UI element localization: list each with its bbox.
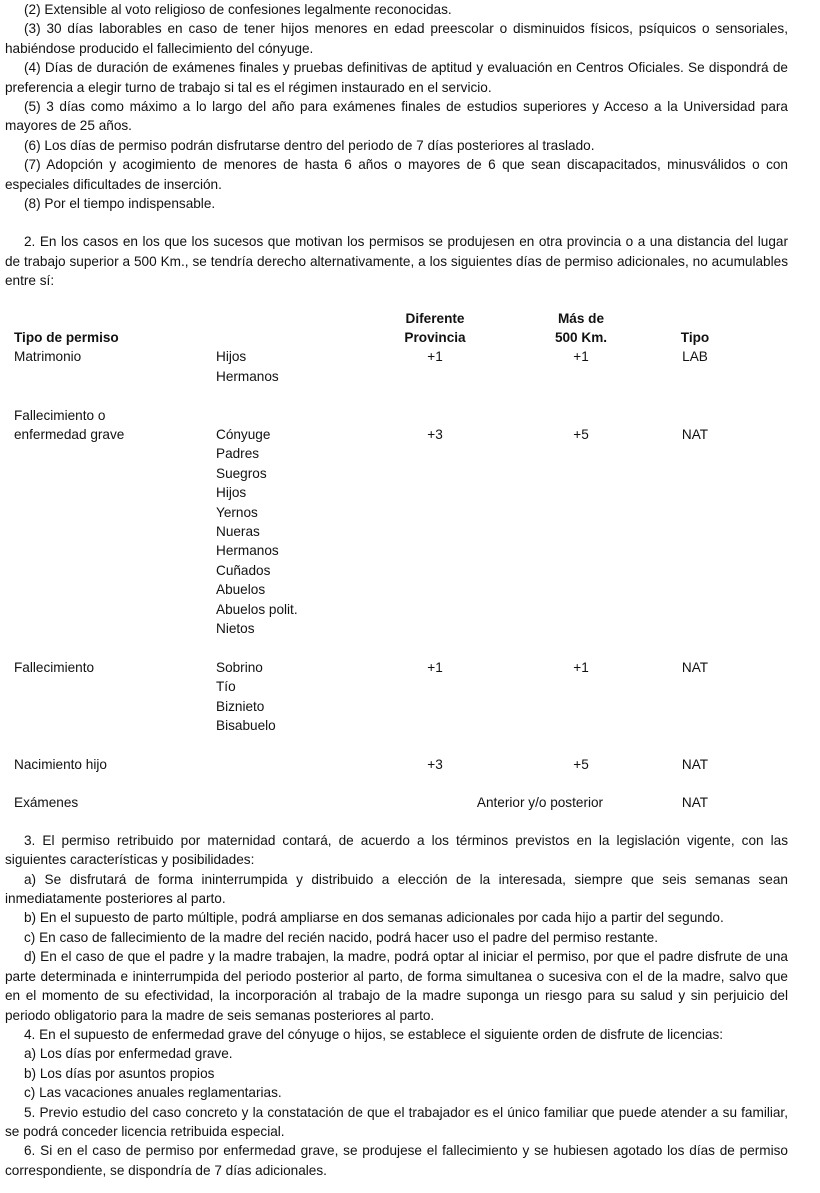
header-500-km: 500 Km. — [554, 330, 608, 346]
table-row — [5, 541, 788, 560]
table-row — [5, 677, 788, 696]
spacer — [5, 213, 788, 232]
body-paragraph: 6. Si en el caso de permiso por enfermedad grave, se produjese el fallecimiento y se hubiesen agotado los días de permiso correspondiente, se dispondría de 7 días adicionales. — [5, 1143, 788, 1178]
table-row — [5, 658, 788, 677]
table-spacer-row — [5, 735, 788, 754]
table-row — [5, 464, 788, 483]
table-row — [5, 580, 788, 599]
cell-pariente: Nietos — [216, 620, 255, 636]
body-paragraph: d) En el caso de que el padre y la madre trabajen, la madre, podrá optar al iniciar el permiso, por que el padre disfrute de una parte determinada e ininterrumpida del periodo posterior al parto, de forma simultanea o sucesiva con el de la madre, salvo que en el momento de su efectividad, la incorporación al trabajo de la madre suponga un riesgo para su salud y sin perjuicio del periodo obligatorio para la madre de seis semanas posteriores al parto. — [5, 949, 788, 1023]
footnote-paragraph: (5) 3 días como máximo a lo largo del año para exámenes finales de estudios superiores y Acceso a la Universidad para mayores de 25 años. — [5, 99, 788, 134]
table-header-row-top — [5, 309, 788, 328]
cell-mas-de-500-km: +1 — [573, 659, 589, 675]
table-row — [5, 367, 788, 386]
cell-tipo: NAT — [681, 659, 709, 675]
footnote-paragraph: (2) Extensible al voto religioso de confesiones legalmente reconocidas. — [24, 2, 452, 17]
footnotes-section — [5, 0, 788, 213]
cell-pariente: Yernos — [216, 504, 258, 520]
body-paragraph: 4. En el supuesto de enfermedad grave del cónyuge o hijos, se establece el siguiente orden de disfrute de licencias: — [24, 1026, 724, 1042]
section-2-paragraph: 2. En los casos en los que los sucesos que motivan los permisos se produjesen en otra provincia o a una distancia del lugar de trabajo superior a 500 Km., se tendría derecho alternativamente, a los siguientes días de permiso adicionales, no acumulables entre sí: — [5, 234, 788, 289]
header-tipo-de-permiso: Tipo de permiso — [14, 330, 119, 346]
table-row — [5, 561, 788, 580]
header-provincia: Provincia — [404, 330, 466, 346]
spacer — [5, 813, 788, 831]
table-row — [5, 522, 788, 541]
header-diferente: Diferente — [405, 310, 465, 326]
cell-pariente: Hijos — [216, 485, 247, 501]
table-row — [5, 619, 788, 638]
cell-pariente: Hijos — [216, 349, 247, 365]
cell-pariente: Tío — [216, 679, 236, 695]
header-mas-de: Más de — [557, 310, 605, 326]
cell-pariente: Padres — [216, 446, 260, 462]
table-row — [5, 483, 788, 502]
maternity-and-licences-section — [5, 831, 788, 1180]
cell-pariente: Abuelos polit. — [216, 601, 298, 617]
cell-tipo: NAT — [681, 795, 709, 811]
cell-pariente: Hermanos — [216, 543, 279, 559]
table-row — [5, 425, 788, 444]
body-paragraph: 3. El permiso retribuido por maternidad contará, de acuerdo a los términos previstos en la legislación vigente, con las siguientes características y posibilidades: — [5, 832, 788, 868]
body-paragraph: a) Los días por enfermedad grave. — [24, 1046, 233, 1062]
table-body — [5, 347, 788, 812]
footnote-paragraph: (6) Los días de permiso podrán disfrutarse dentro del periodo de 7 días posteriores al traslado. — [24, 137, 595, 153]
footnote-paragraph: (8) Por el tiempo indispensable. — [24, 196, 216, 212]
cell-mas-de-500-km: +1 — [573, 349, 589, 365]
table-row — [5, 444, 788, 463]
table-row — [5, 600, 788, 619]
cell-diferente-provincia: +3 — [427, 756, 443, 772]
cell-mas-de-500-km: +5 — [573, 756, 589, 772]
table-header-row-bottom — [5, 328, 788, 347]
cell-tipo-de-permiso: enfermedad grave — [14, 427, 125, 443]
cell-pariente: Cuñados — [216, 562, 271, 578]
permits-table — [5, 309, 788, 813]
cell-mas-de-500-km: +5 — [573, 427, 589, 443]
table-row — [5, 347, 788, 366]
header-tipo: Tipo — [680, 330, 710, 346]
table-spacer-row — [5, 774, 788, 793]
body-paragraph: c) Las vacaciones anuales reglamentarias. — [24, 1085, 282, 1101]
cell-pariente: Abuelos — [216, 582, 266, 598]
cell-tipo-de-permiso: Exámenes — [14, 795, 79, 811]
cell-pariente: Biznieto — [216, 698, 265, 714]
cell-tipo-de-permiso: Matrimonio — [14, 349, 82, 365]
table-row — [5, 503, 788, 522]
cell-diferente-provincia: +1 — [427, 349, 443, 365]
cell-pariente: Hermanos — [216, 368, 279, 384]
document-page — [5, 0, 788, 1180]
footnote-paragraph: (3) 30 días laborables en caso de tener hijos menores en edad preescolar o disminuidos físicos, psíquicos o sensoriales, habiéndose producido el fallecimiento del cónyuge. — [5, 21, 788, 56]
cell-anterior-posterior: Anterior y/o posterior — [476, 795, 604, 811]
cell-tipo: LAB — [682, 349, 708, 365]
cell-pariente: Nueras — [216, 523, 260, 539]
table-row — [5, 716, 788, 735]
table-row — [5, 793, 788, 812]
table-row — [5, 755, 788, 774]
body-paragraph: a) Se disfrutará de forma ininterrumpida y distribuido a elección de la interesada, siempre que seis semanas sean inmediatamente posteriores al parto. — [5, 871, 788, 907]
body-paragraph: b) En el supuesto de parto múltiple, podrá ampliarse en dos semanas adicionales por cada hijo a partir del segundo. — [24, 910, 724, 926]
cell-pariente: Cónyuge — [216, 427, 271, 443]
cell-diferente-provincia: +1 — [427, 659, 443, 675]
table-row — [5, 697, 788, 716]
cell-tipo-de-permiso: Fallecimiento o — [14, 407, 106, 423]
cell-tipo: NAT — [681, 427, 709, 443]
footnote-paragraph: (7) Adopción y acogimiento de menores de hasta 6 años o mayores de 6 que sean discapacitados, minusválidos o con especiales dificultades de inserción. — [5, 157, 788, 192]
table-row — [5, 406, 788, 425]
body-paragraph: 5. Previo estudio del caso concreto y la constatación de que el trabajador es el único familiar que puede atender a su familiar, se podrá conceder licencia retribuida especial. — [5, 1104, 788, 1139]
cell-tipo: NAT — [681, 756, 709, 772]
cell-pariente: Suegros — [216, 465, 267, 481]
cell-tipo-de-permiso: Fallecimiento — [14, 659, 95, 675]
spacer — [5, 291, 788, 309]
cell-diferente-provincia: +3 — [427, 427, 443, 443]
cell-pariente: Sobrino — [216, 659, 263, 675]
cell-pariente: Bisabuelo — [216, 717, 276, 733]
table-spacer-row — [5, 386, 788, 405]
body-paragraph: b) Los días por asuntos propios — [24, 1065, 215, 1081]
table-spacer-row — [5, 638, 788, 657]
cell-tipo-de-permiso: Nacimiento hijo — [14, 756, 107, 772]
body-paragraph: c) En caso de fallecimiento de la madre del recién nacido, podrá hacer uso el padre del permiso restante. — [24, 929, 658, 945]
footnote-paragraph: (4) Días de duración de exámenes finales y pruebas definitivas de aptitud y evaluación en Centros Oficiales. Se dispondrá de preferencia a elegir turno de trabajo si tal es el régimen instaurado en el servicio. — [5, 60, 788, 95]
